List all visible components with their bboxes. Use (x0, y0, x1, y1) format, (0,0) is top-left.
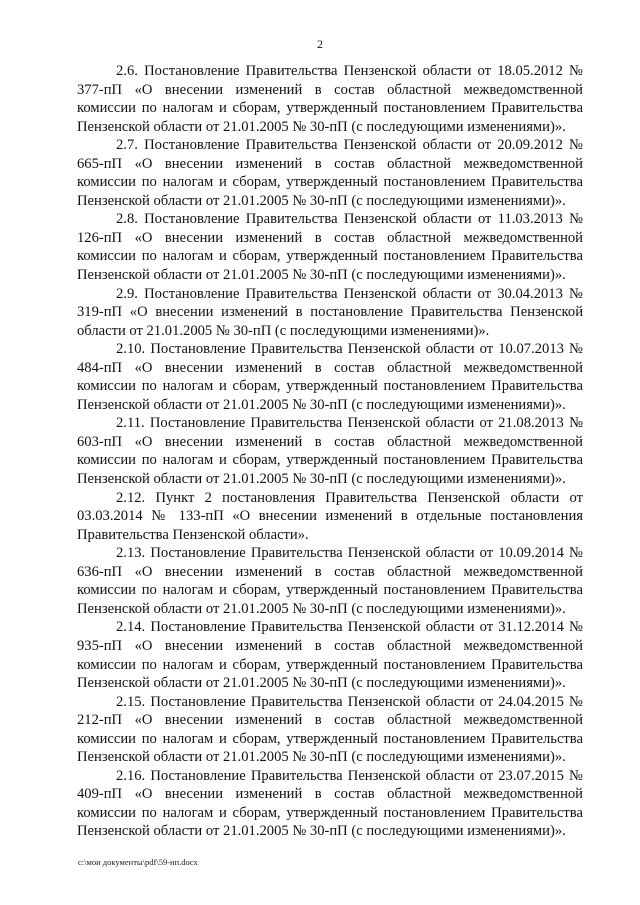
paragraph-2-6: 2.6. Постановление Правительства Пензенской области от 18.05.2012 № 377-пП «О внесении изменений в состав областной межведомственной комиссии по налогам и сборам, утвержденный постановлением Правительства Пензенской области от 21.01.2005 № 30-пП (с последующими изменениями)». (77, 63, 583, 135)
document-body (77, 62, 583, 841)
page-number: 2 (317, 37, 323, 51)
paragraph-2-15: 2.15. Постановление Правительства Пензенской области от 24.04.2015 № 212-пП «О внесении изменений в состав областной межведомственной комиссии по налогам и сборам, утвержденный постановлением Правительства Пензенской области от 21.01.2005 № 30-пП (с последующими изменениями)». (77, 693, 583, 766)
paragraph-2-10: 2.10. Постановление Правительства Пензенской области от 10.07.2013 № 484-пП «О внесении изменений в состав областной межведомственной комиссии по налогам и сборам, утвержденный постановлением Правительства Пензенской области от 21.01.2005 № 30-пП (с последующими изменениями)». (77, 341, 583, 413)
footer-file-path: c:\мои документы\pdf\59-ип.docx (78, 857, 198, 867)
paragraph-2-12: 2.12. Пункт 2 постановления Правительства Пензенской области от 03.03.2014 № 133-пП «О внесении изменений в отдельные постановления Правительства Пензенской области». (77, 489, 583, 543)
paragraph-2-16: 2.16. Постановление Правительства Пензенской области от 23.07.2015 № 409-пП «О внесении изменений в состав областной межведомственной комиссии по налогам и сборам, утвержденный постановлением Правительства Пензенской области от 21.01.2005 № 30-пП (с последующими изменениями)». (77, 767, 583, 840)
paragraph-2-13: 2.13. Постановление Правительства Пензенской области от 10.09.2014 № 636-пП «О внесении изменений в состав областной межведомственной комиссии по налогам и сборам, утвержденный постановлением Правительства Пензенской области от 21.01.2005 № 30-пП (с последующими изменениями)». (77, 545, 583, 617)
paragraph-2-14: 2.14. Постановление Правительства Пензенской области от 31.12.2014 № 935-пП «О внесении изменений в состав областной межведомственной комиссии по налогам и сборам, утвержденный постановлением Правительства Пензенской области от 21.01.2005 № 30-пП (с последующими изменениями)». (77, 619, 583, 692)
paragraph-2-7: 2.7. Постановление Правительства Пензенской области от 20.09.2012 № 665-пП «О внесении изменений в состав областной межведомственной комиссии по налогам и сборам, утвержденный постановлением Правительства Пензенской области от 21.01.2005 № 30-пП (с последующими изменениями)». (77, 137, 583, 209)
paragraph-2-11: 2.11. Постановление Правительства Пензенской области от 21.08.2013 № 603-пП «О внесении изменений в состав областной межведомственной комиссии по налогам и сборам, утвержденный постановлением Правительства Пензенской области от 21.01.2005 № 30-пП (с последующими изменениями)». (77, 415, 583, 488)
paragraph-2-8: 2.8. Постановление Правительства Пензенской области от 11.03.2013 № 126-пП «О внесении изменений в состав областной межведомственной комиссии по налогам и сборам, утвержденный постановлением Правительства Пензенской области от 21.01.2005 № 30-пП (с последующими изменениями)». (77, 211, 583, 284)
paragraph-2-9: 2.9. Постановление Правительства Пензенской области от 30.04.2013 № 319-пП «О внесении изменений в постановление Правительства Пензенской области от 21.01.2005 № 30-пП (с последующими изменениями)». (77, 285, 583, 339)
